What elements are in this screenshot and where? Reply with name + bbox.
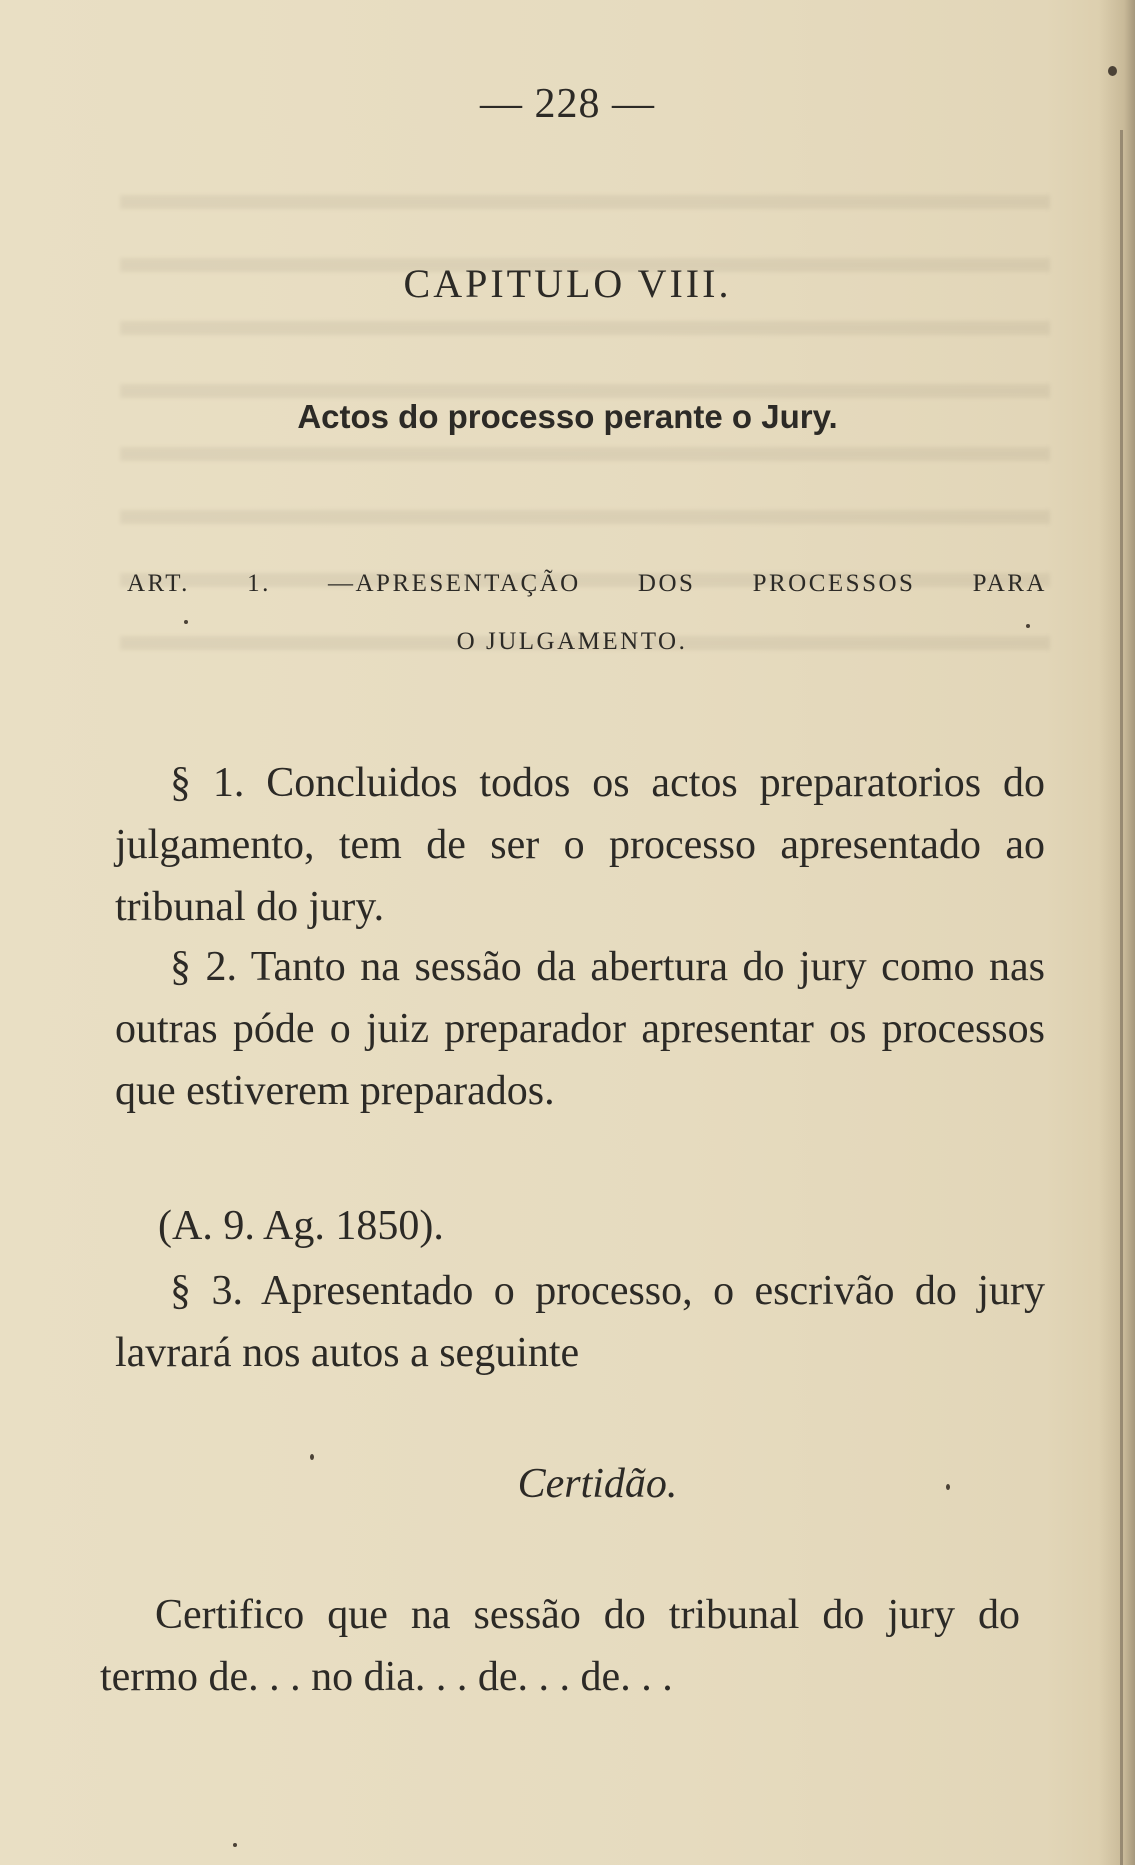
certidao-heading: Certidão. <box>517 1461 678 1507</box>
paragraph-1 <box>115 752 1045 938</box>
paragraph-3 <box>115 1260 1045 1384</box>
paragraph-1-text: § 1. Concluidos todos os actos preparatorios do julgamento, tem de ser o processo apresentado ao tribunal do jury. <box>115 760 1045 930</box>
paragraph-3-text: § 3. Apresentado o processo, o escrivão do jury lavrará nos autos a seguinte <box>115 1268 1045 1376</box>
chapter-heading: CAPITULO VIII. <box>403 261 732 306</box>
ink-speck <box>1026 624 1030 628</box>
ink-speck <box>946 1484 950 1490</box>
ink-speck <box>184 620 188 624</box>
chapter-subtitle: Actos do processo perante o Jury. <box>297 398 838 435</box>
ink-speck <box>1108 66 1117 76</box>
paragraph-2-text: § 2. Tanto na sessão da abertura do jury como nas outras póde o juiz preparador apresentar os processos que estiverem preparados. <box>115 944 1045 1114</box>
paragraph-4 <box>100 1584 1020 1708</box>
article-heading-line1: ART. 1. —APRESENTAÇÃO DOS PROCESSOS PARA <box>127 570 1047 597</box>
ink-speck <box>233 1843 237 1847</box>
legal-citation: (A. 9. Ag. 1850). <box>158 1203 444 1249</box>
page-edge-line <box>1120 130 1123 1865</box>
article-heading <box>127 555 1047 671</box>
article-heading-line2: O JULGAMENTO. <box>456 628 688 655</box>
paragraph-2 <box>115 936 1045 1122</box>
paragraph-4-text: Certifico que na sessão do tribunal do jury do termo de. . . no dia. . . de. . . de. . . <box>100 1592 1020 1700</box>
ink-speck <box>310 1454 314 1460</box>
page-number: — 228 — <box>480 81 655 127</box>
